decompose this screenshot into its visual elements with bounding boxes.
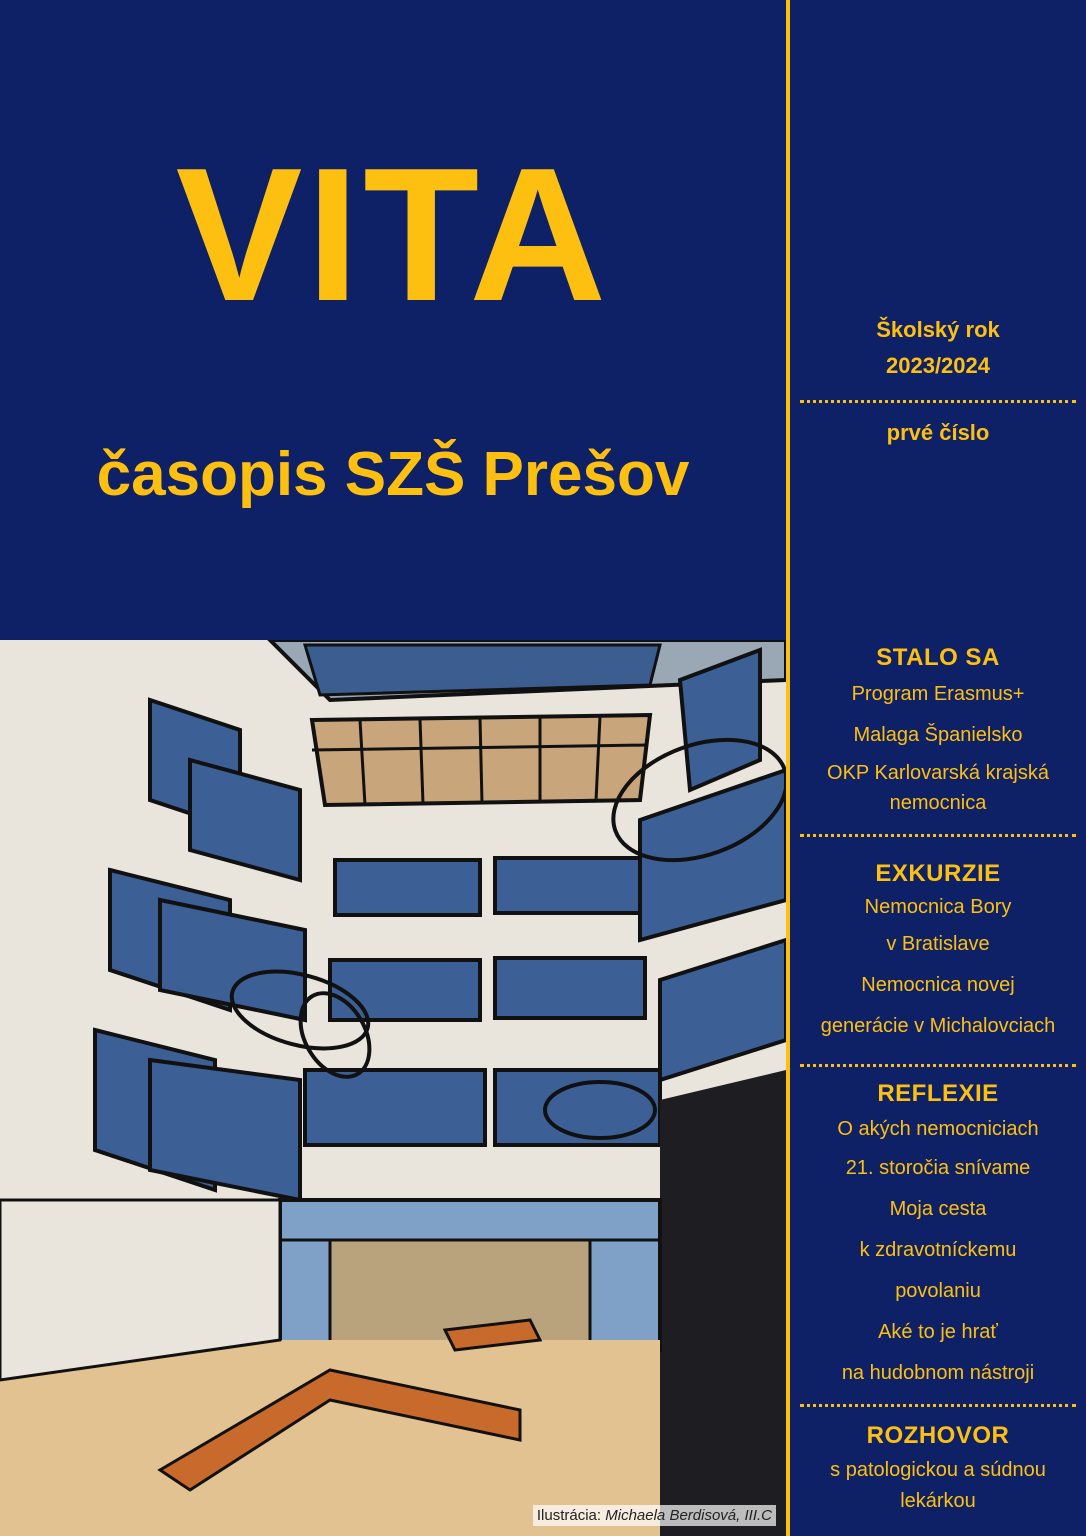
issue-number: prvé číslo (886, 420, 990, 445)
section-item: nemocnica (889, 792, 987, 814)
section-reflexie (790, 1078, 1086, 1394)
section-item: povolaniu (895, 1280, 981, 1302)
section-item: na hudobnom nástroji (841, 1362, 1035, 1384)
illustration-caption (533, 1505, 776, 1526)
section-item: Moja cesta (889, 1198, 987, 1220)
school-year (790, 312, 1086, 384)
section-item: 21. storočia snívame (845, 1157, 1031, 1179)
section-item: Aké to je hrať (878, 1321, 998, 1343)
section-heading: EXKURZIE (875, 860, 1001, 887)
magazine-title: VITA (175, 129, 611, 341)
dotted-divider (800, 400, 1076, 403)
section-item: Program Erasmus+ (851, 683, 1025, 705)
dotted-divider (800, 1064, 1076, 1067)
section-exkurzie (790, 858, 1086, 1047)
dotted-divider (800, 1404, 1076, 1407)
section-item: Nemocnica novej (861, 974, 1015, 996)
section-heading: REFLEXIE (877, 1080, 999, 1107)
atrium-drawing (0, 640, 786, 1536)
cover-illustration (0, 640, 786, 1536)
school-year-value: 2023/2024 (886, 353, 990, 378)
section-item: lekárkou (900, 1490, 976, 1512)
section-stalo-sa (790, 642, 1086, 817)
caption-prefix: Ilustrácia: (536, 1507, 602, 1524)
section-item: v Bratislave (886, 933, 990, 955)
section-heading: STALO SA (876, 644, 1000, 671)
section-item: k zdravotníckemu (859, 1239, 1017, 1261)
section-item: s patologickou a súdnou (830, 1459, 1046, 1481)
section-item: Malaga Španielsko (853, 724, 1023, 746)
section-item: O akých nemocniciach (837, 1118, 1039, 1140)
section-rozhovor (790, 1420, 1086, 1515)
magazine-subtitle: časopis SZŠ Prešov (96, 440, 690, 509)
dotted-divider (800, 834, 1076, 837)
table-of-contents-sidebar (790, 0, 1086, 1536)
section-item: generácie v Michalovciach (820, 1015, 1056, 1037)
section-item: Nemocnica Bory (864, 896, 1012, 918)
caption-author: Michaela Berdisová, III.C (605, 1507, 772, 1524)
cover-header (0, 0, 786, 640)
section-heading: ROZHOVOR (866, 1422, 1010, 1449)
school-year-label: Školský rok (876, 317, 1000, 342)
section-item: OKP Karlovarská krajská (827, 762, 1049, 784)
